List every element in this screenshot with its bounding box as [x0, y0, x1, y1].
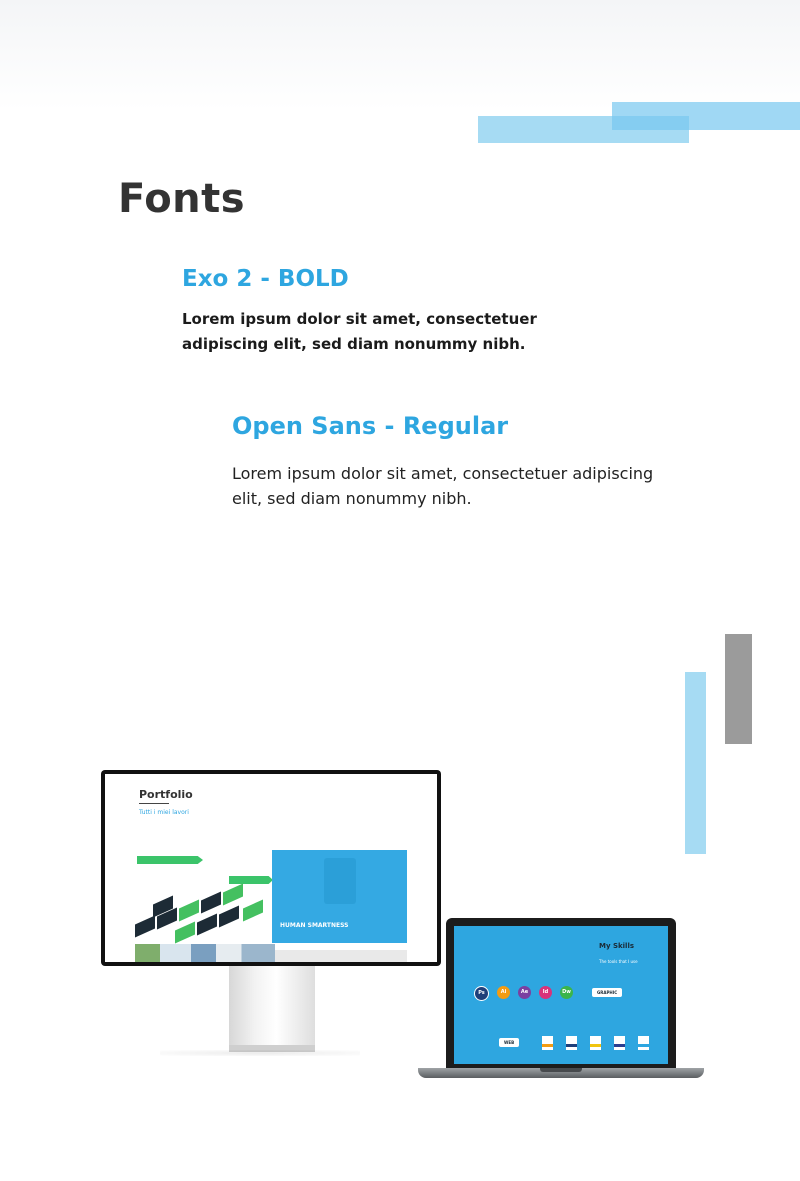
monitor-photo-strip [135, 944, 275, 962]
monitor-footer-strip [275, 950, 407, 962]
monitor-green-ribbon [137, 856, 203, 864]
monitor-portfolio-title: Portfolio [139, 788, 193, 801]
file-icon [614, 1036, 625, 1050]
dreamweaver-icon: Dw [560, 986, 573, 999]
thumbnail [219, 906, 239, 928]
monitor-website-thumbnails [135, 886, 275, 944]
file-icon [542, 1036, 553, 1050]
graphic-tag: GRAPHIC [592, 988, 622, 997]
top-background-fade [0, 0, 800, 110]
decor-blue-vertical-bar [685, 672, 706, 854]
file-icon [638, 1036, 649, 1050]
laptop-notch [540, 1068, 582, 1072]
web-tag: WEB [499, 1038, 519, 1047]
monitor-card-title: HUMAN SMARTNESS [280, 922, 349, 929]
decor-gray-vertical-bar [725, 634, 752, 744]
laptop-screen [454, 926, 668, 1064]
thumbnail [201, 892, 221, 914]
thumbnail [197, 914, 217, 936]
thumbnail [135, 916, 155, 938]
file-icon [590, 1036, 601, 1050]
laptop-mockup [446, 918, 676, 1068]
page-title: Fonts [118, 176, 246, 222]
phone-image [324, 858, 356, 904]
monitor-screen [105, 774, 437, 962]
after-effects-icon: Ae [518, 986, 531, 999]
monitor-feature-card [272, 850, 407, 943]
thumbnail [179, 900, 199, 922]
font-name-exo: Exo 2 - BOLD [182, 266, 349, 292]
monitor-green-ribbon [229, 876, 273, 884]
thumbnail [243, 900, 263, 922]
thumbnail [223, 884, 243, 906]
font-sample-open-sans: Lorem ipsum dolor sit amet, consectetuer adipiscing elit, sed diam nonummy nibh. [232, 464, 654, 508]
monitor-shadow [160, 1050, 360, 1056]
desktop-monitor-mockup [101, 770, 441, 966]
file-icon [566, 1036, 577, 1050]
font-name-open-sans: Open Sans - Regular [232, 412, 509, 440]
monitor-stand [229, 966, 315, 1046]
laptop-skills-subtitle: The tools that I use [599, 959, 638, 964]
laptop-skills-title: My Skills [599, 942, 635, 950]
monitor-portfolio-subtitle: Tutti i miei lavori [139, 809, 189, 816]
photoshop-icon: Ps [474, 986, 489, 1001]
indesign-icon: Id [539, 986, 552, 999]
font-sample-exo: Lorem ipsum dolor sit amet, consectetuer adipiscing elit, sed diam nonummy nibh. [182, 310, 537, 353]
monitor-title-underline [139, 803, 169, 804]
thumbnail [175, 922, 195, 944]
illustrator-icon: Ai [497, 986, 510, 999]
decor-blue-bar-upper [612, 102, 800, 130]
